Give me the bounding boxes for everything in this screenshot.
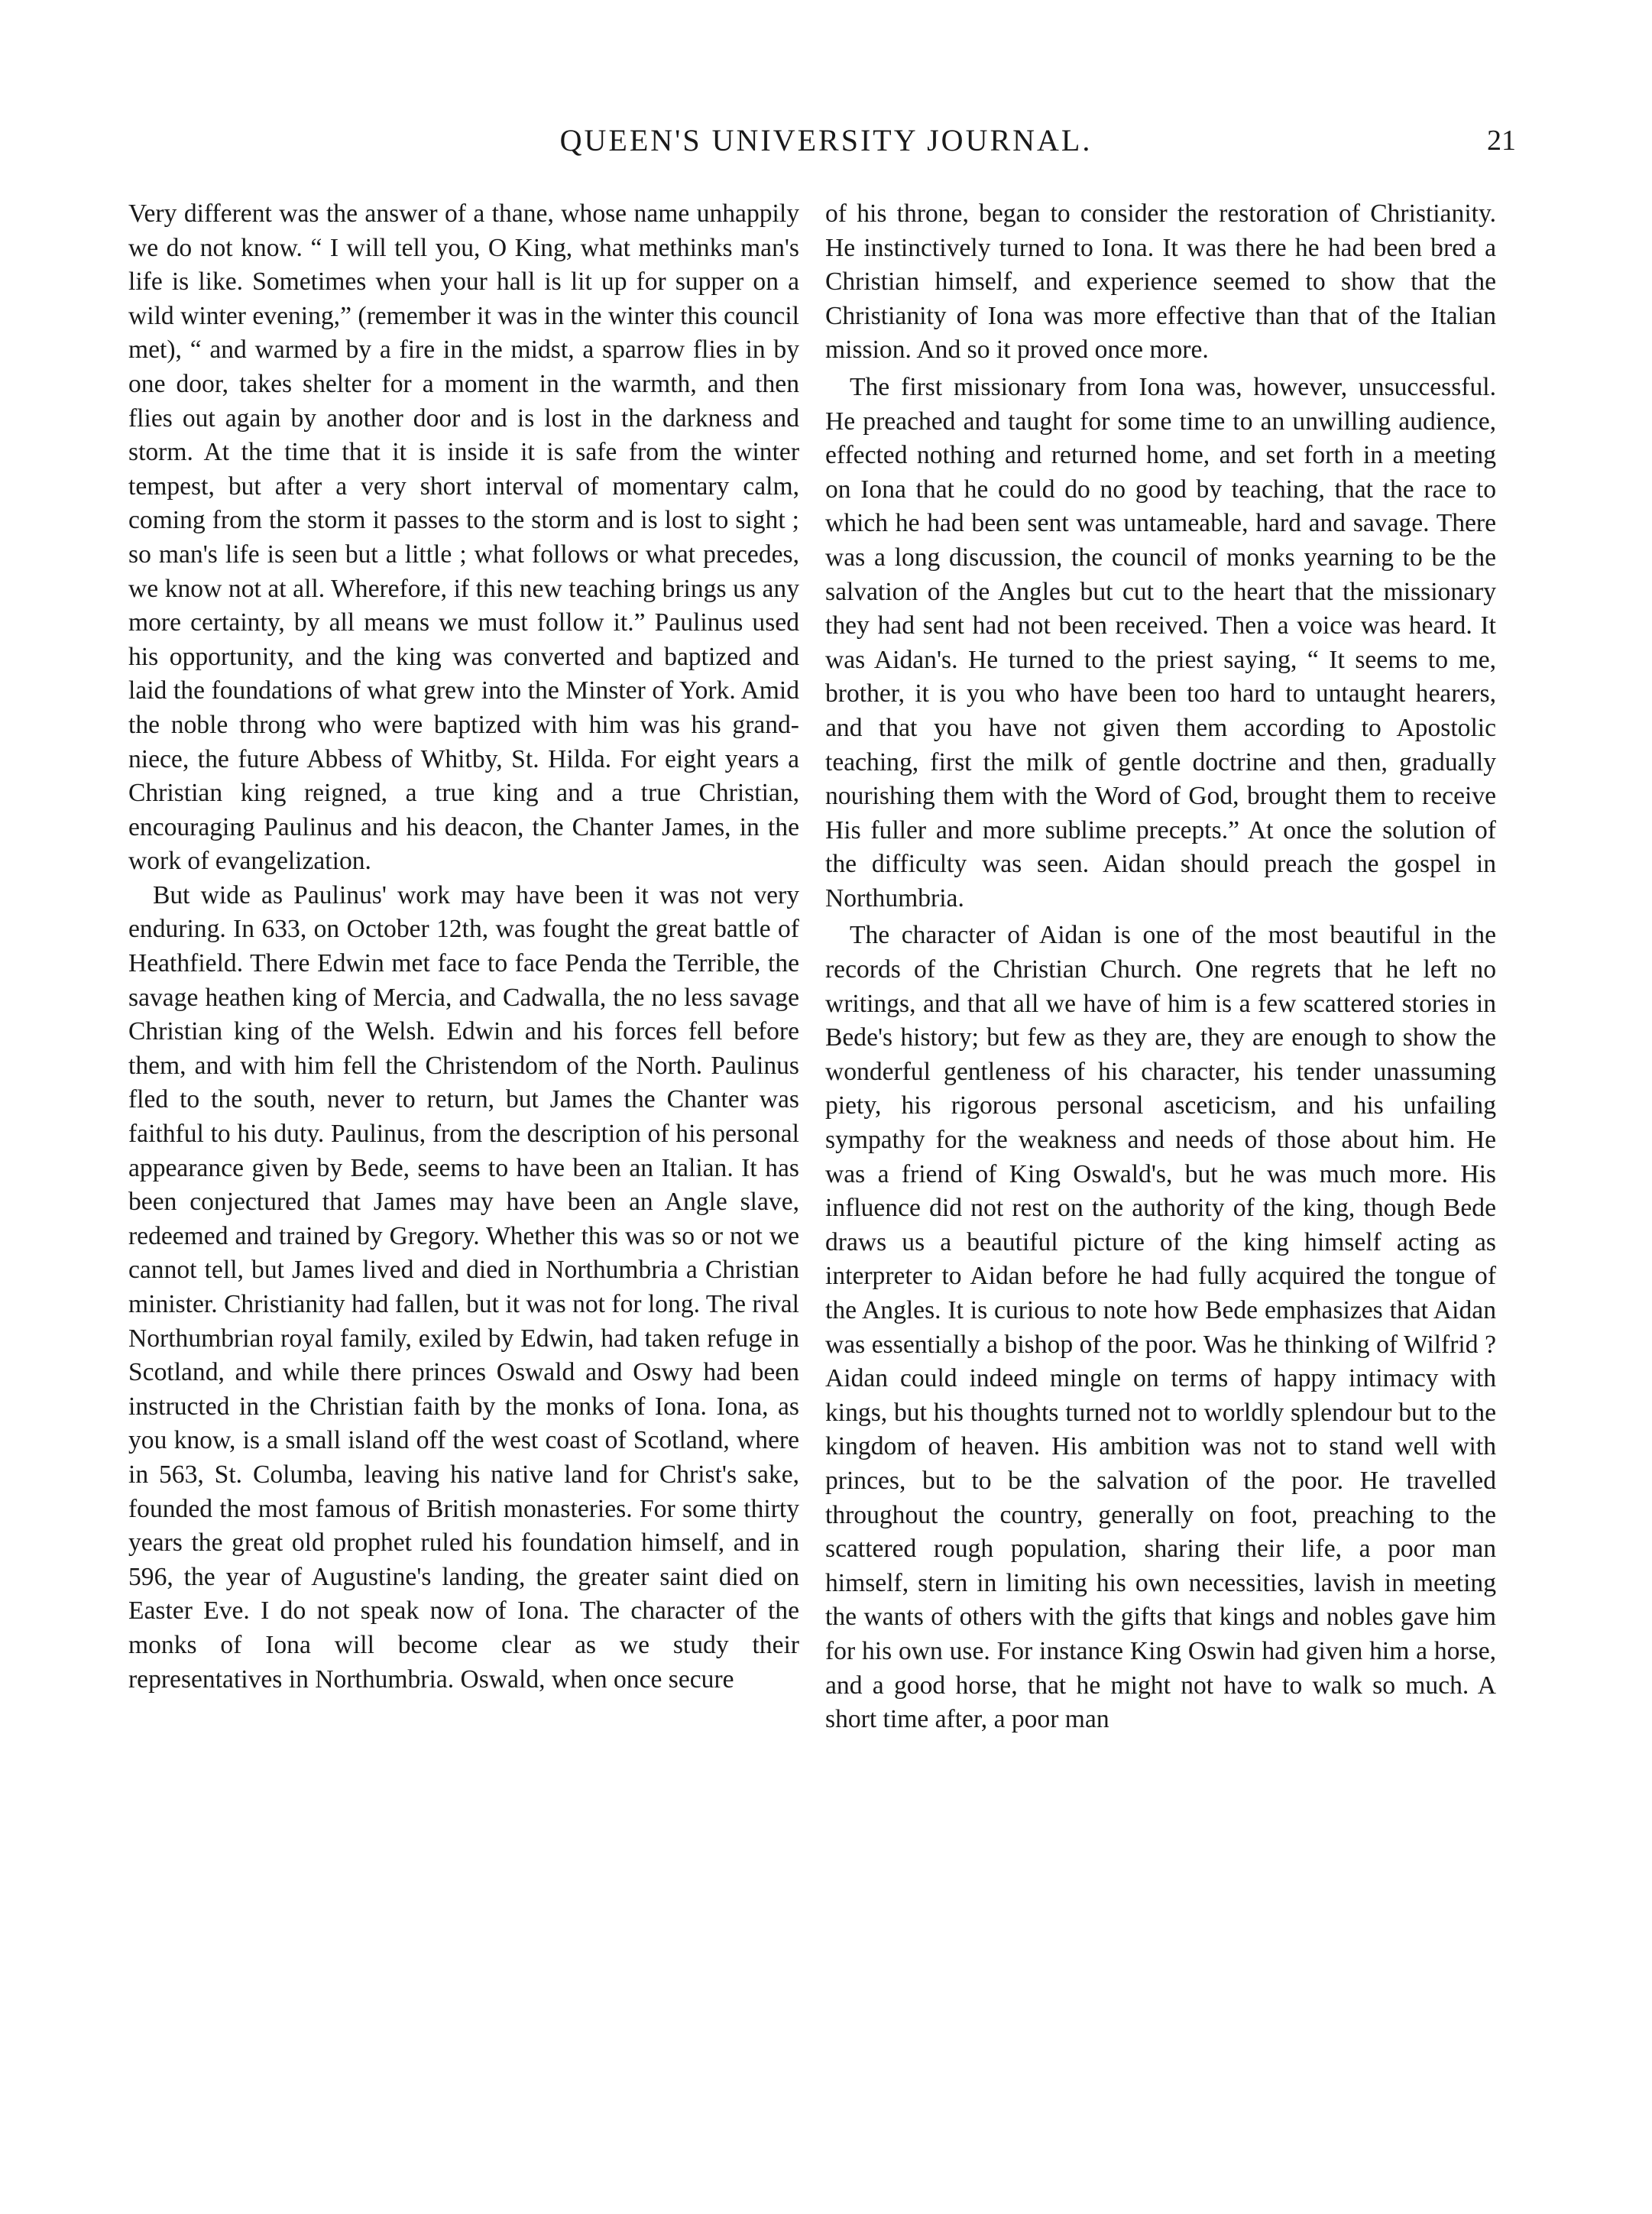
paragraph: The first missionary from Iona was, however, unsuccessful. He preached and taught for some time to an unwilling audience, effected nothing and returned home, and set forth in a meeting on Iona that he could do no good by teaching, that the race to which he had been sent was untameable, hard and savage. There was a long discussion, the council of monks yearning to be the salvation of the Angles but cut to the heart that the missionary they had sent had not been received. Then a voice was heard. It was Aidan's. He turned to the priest saying, “ It seems to me, brother, it is you who have been too hard to untaught hearers, and that you have not given them according to Apostolic teaching, first the milk of gentle doctrine and then, gradually nourishing them with the Word of God, brought them to receive His fuller and more sublime precepts.” At once the solution of the difficulty was seen. Aidan should preach the gospel in Northumbria. <box>825 372 1496 913</box>
running-head <box>0 122 1652 168</box>
paragraph: But wide as Paulinus' work may have been it was not very enduring. In 633, on October 12th, was fought the great battle of Heathfield. There Edwin met face to face Penda the Terrible, the savage heathen king of Mercia, and Cadwalla, the no less savage Christian king of the Welsh. Edwin and his forces fell before them, and with him fell the Christendom of the North. Paulinus fled to the south, never to return, but James the Chanter was faithful to his duty. Paulinus, from the description of his personal appearance given by Bede, seems to have been an Italian. It has been conjectured that James may have been an Angle slave, redeemed and trained by Gregory. Whether this was so or not we cannot tell, but James lived and died in Northumbria a Christian minister. Christianity had fallen, but it was not for long. The rival Northumbrian royal family, exiled by Edwin, had taken refuge in Scotland, and while there princes Oswald and Oswy had been instructed in the Christian faith by the monks of Iona. Iona, as you know, is a small island off the west coast of Scotland, where in 563, St. Columba, leaving his native land for Christ's sake, founded the most famous of British monasteries. For some thirty years the great old prophet ruled his foundation himself, and in 596, the year of Augustine's landing, the greater saint died on Easter Eve. I do not speak now of Iona. The character of the monks of Iona will become clear as we study their representatives in Northumbria. Oswald, when once secure <box>128 880 799 1694</box>
paragraph: The character of Aidan is one of the most beautiful in the records of the Christian Church. One regrets that he left no writings, and that all we have of him is a few scattered stories in Bede's history; but few as they are, they are enough to show the wonderful gentleness of his character, his tender unassuming piety, his rigorous personal asceticism, and his unfailing sympathy for the weakness and needs of those about him. He was a friend of King Oswald's, but he was much more. His influence did not rest on the authority of the king, though Bede draws us a beautiful picture of the king himself acting as interpreter to Aidan before he had fully acquired the tongue of the Angles. It is curious to note how Bede emphasizes that Aidan was essentially a bishop of the poor. Was he thinking of Wilfrid ? Aidan could indeed mingle on terms of happy intimacy with kings, but his thoughts turned not to worldly splendour but to the kingdom of heaven. His ambition was not to stand well with princes, but to be the salvation of the poor. He travelled throughout the country, generally on foot, preaching to the scattered rough population, sharing their life, a poor man himself, stern in limiting his own necessities, lavish in meeting the wants of others with the gifts that kings and nobles gave him for his own use. For instance King Oswin had given him a horse, and a good horse, that he might not have to walk so much. A short time after, a poor man <box>825 921 1496 1734</box>
running-title: QUEEN'S UNIVERSITY JOURNAL. <box>559 123 1093 157</box>
left-column <box>128 197 799 1697</box>
paragraph: Very different was the answer of a thane, whose name unhappily we do not know. “ I will tell you, O King, what methinks man's life is like. Sometimes when your hall is lit up for supper on a wild winter evening,” (remember it was in the winter this council met), “ and warmed by a fire in the midst, a sparrow flies in by one door, takes shelter for a moment in the warmth, and then flies out again by another door and is lost in the darkness and storm. At the time that it is inside it is safe from the winter tempest, but after a very short interval of momentary calm, coming from the storm it passes to the storm and is lost to sight ; so man's life is seen but a little ; what follows or what precedes, we know not at all. Wherefore, if this new teaching brings us any more certainty, by all means we must follow it.” Paulinus used his opportunity, and the king was converted and baptized and laid the foundations of what grew into the Minster of York. Amid the noble throng who were baptized with him was his grand-niece, the future Abbess of Whitby, St. Hilda. For eight years a Christian king reigned, a true king and a true Christian, encouraging Paulinus and his deacon, the Chanter James, in the work of evangelization. <box>128 199 799 876</box>
paragraph: of his throne, began to consider the restoration of Christianity. He instinctively turned to Iona. It was there he had been bred a Christian himself, and experience seemed to show that the Christianity of Iona was more effective than that of the Italian mission. And so it proved once more. <box>825 199 1496 365</box>
page-number: 21 <box>1487 125 1516 157</box>
right-column <box>825 197 1496 1737</box>
